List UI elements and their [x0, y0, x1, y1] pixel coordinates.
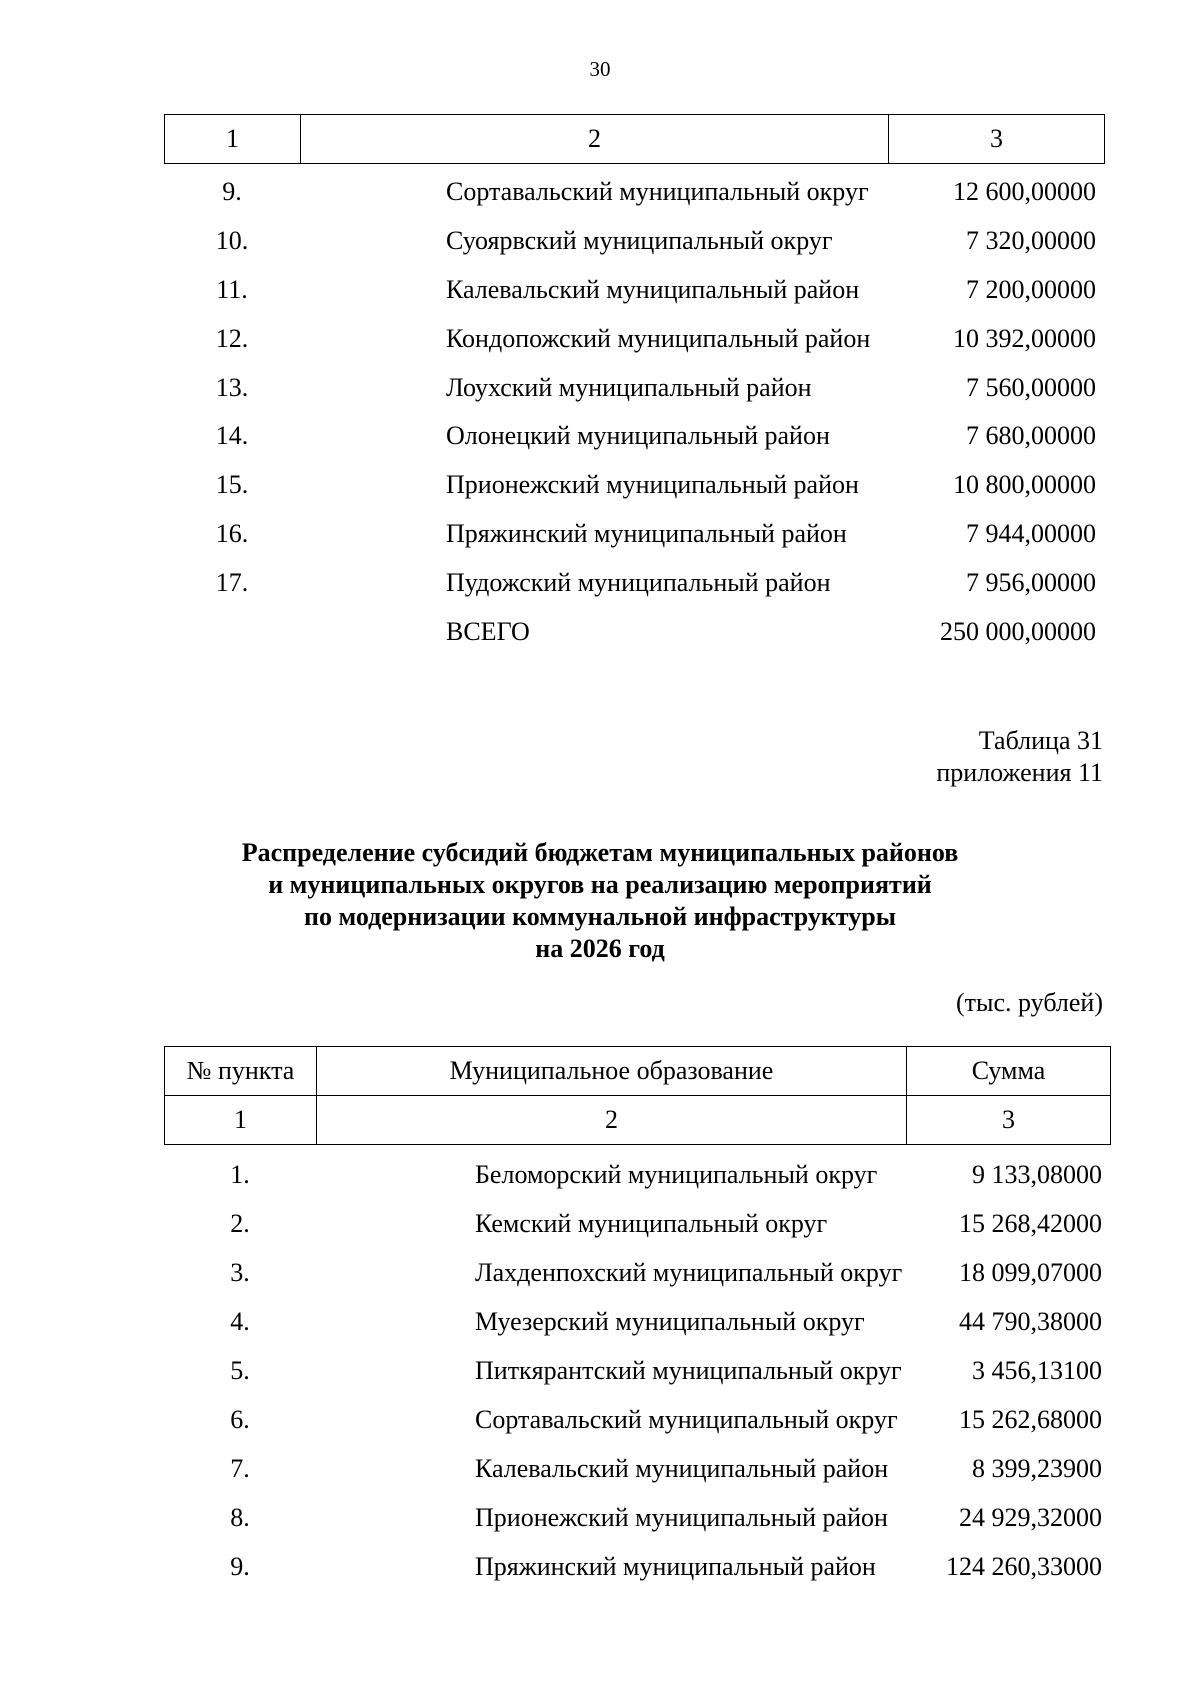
table1-numbering-row: [165, 115, 1105, 164]
amount: 9 133,08000: [972, 1159, 1102, 1189]
table1-col-number-1: 1: [165, 115, 301, 164]
title-line-3: по модернизации коммунальной инфраструктуры: [304, 902, 896, 931]
municipality-name: Сортавальский муниципальный округ: [446, 177, 869, 207]
amount: 3 456,13100: [972, 1355, 1102, 1385]
column-header-municipality: Муниципальное образование: [317, 1047, 907, 1096]
table2-column-headers: [165, 1047, 1111, 1096]
table-row: [164, 266, 1104, 315]
amount: 18 099,07000: [959, 1257, 1102, 1287]
row-number: 15.: [215, 470, 249, 500]
table-row: [164, 1150, 1110, 1199]
table-row: [164, 1444, 1110, 1493]
column-header-sum: Сумма: [907, 1047, 1111, 1096]
table-row: [164, 1297, 1110, 1346]
row-number: 2.: [230, 1208, 250, 1238]
table-row: [164, 314, 1104, 363]
municipality-name: Прионежский муниципальный район: [475, 1502, 888, 1532]
municipality-name: Лоухский муниципальный район: [446, 372, 812, 402]
table1-col-number-3: 3: [889, 115, 1105, 164]
row-number: 4.: [230, 1306, 250, 1336]
table1-body: [164, 168, 1104, 656]
amount: 7 956,00000: [966, 567, 1096, 597]
municipality-name: Питкярантский муниципальный округ: [475, 1355, 902, 1385]
municipality-name: Суоярвский муниципальный округ: [446, 226, 833, 256]
table-row: [164, 363, 1104, 412]
amount: 24 929,32000: [959, 1502, 1102, 1532]
table-row: [164, 1248, 1110, 1297]
municipality-name: Пряжинский муниципальный район: [446, 518, 847, 548]
municipality-name: Калевальский муниципальный район: [446, 274, 860, 304]
municipality-name: Беломорский муниципальный округ: [475, 1159, 878, 1189]
row-number: 16.: [215, 518, 249, 548]
municipality-name: Кемский муниципальный округ: [475, 1208, 828, 1238]
amount: 44 790,38000: [959, 1306, 1102, 1336]
table2-col-number-1: 1: [165, 1096, 317, 1145]
row-number: 8.: [230, 1502, 250, 1532]
row-number: 3.: [230, 1257, 250, 1287]
table-row: [164, 1199, 1110, 1248]
municipality-name: Олонецкий муниципальный район: [446, 421, 830, 451]
amount: 10 392,00000: [953, 323, 1096, 353]
table-row: [164, 1493, 1110, 1542]
municipality-name: Кондопожский муниципальный район: [446, 323, 871, 353]
units-label: (тыс. рублей): [955, 988, 1103, 1017]
table-row: [164, 510, 1104, 559]
table2-col-number-3: 3: [907, 1096, 1111, 1145]
table-row: [164, 1346, 1110, 1395]
total-empty-cell: [164, 607, 300, 656]
table2-col-number-2: 2: [317, 1096, 907, 1145]
municipality-name: Прионежский муниципальный район: [446, 470, 859, 500]
table-row: [164, 558, 1104, 607]
row-number: 1.: [230, 1159, 250, 1189]
table-row: [164, 412, 1104, 461]
amount: 12 600,00000: [953, 177, 1096, 207]
municipality-name: Муезерский муниципальный округ: [475, 1306, 865, 1336]
table-row: [164, 217, 1104, 266]
amount: 7 560,00000: [966, 372, 1096, 402]
row-number: 9.: [222, 177, 242, 207]
row-number: 10.: [215, 226, 249, 256]
municipality-name: Сортавальский муниципальный округ: [475, 1404, 898, 1434]
title-line-1: Распределение субсидий бюджетам муниципальных районов: [241, 838, 959, 867]
amount: 15 262,68000: [959, 1404, 1102, 1434]
table-caption-appendix: приложения 11: [936, 758, 1103, 787]
title-line-2: и муниципальных округов на реализацию мероприятий: [268, 870, 932, 899]
amount: 15 268,42000: [959, 1208, 1102, 1238]
total-row: [164, 607, 1104, 656]
municipality-name: Пряжинский муниципальный район: [475, 1551, 876, 1581]
amount: 124 260,33000: [946, 1551, 1102, 1581]
row-number: 7.: [230, 1453, 250, 1483]
municipality-name: Пудожский муниципальный район: [446, 567, 831, 597]
title-line-4: на 2026 год: [535, 934, 665, 963]
row-number: 12.: [215, 323, 249, 353]
table-row: [164, 461, 1104, 510]
document-title: [0, 837, 1200, 965]
amount: 7 680,00000: [966, 421, 1096, 451]
amount: 7 320,00000: [966, 226, 1096, 256]
row-number: 11.: [216, 274, 248, 304]
row-number: 6.: [230, 1404, 250, 1434]
column-header-number: № пункта: [165, 1047, 317, 1096]
amount: 8 399,23900: [972, 1453, 1102, 1483]
table2-body: [164, 1150, 1110, 1591]
row-number: 14.: [215, 421, 249, 451]
total-amount: 250 000,00000: [940, 616, 1096, 646]
amount: 10 800,00000: [953, 470, 1096, 500]
table2-numbering-row: [165, 1096, 1111, 1145]
table-row: [164, 1542, 1110, 1591]
table-caption-number: Таблица 31: [978, 726, 1103, 755]
municipality-name: Лахденпохский муниципальный округ: [475, 1257, 903, 1287]
row-number: 13.: [215, 372, 249, 402]
municipality-name: Калевальский муниципальный район: [475, 1453, 889, 1483]
table1-col-number-2: 2: [301, 115, 889, 164]
page-number: 30: [589, 57, 611, 81]
amount: 7 944,00000: [966, 518, 1096, 548]
table-row: [164, 168, 1104, 217]
total-label: ВСЕГО: [446, 616, 530, 646]
table-row: [164, 1395, 1110, 1444]
row-number: 9.: [230, 1551, 250, 1581]
amount: 7 200,00000: [966, 274, 1096, 304]
table2-header: [164, 1046, 1111, 1145]
row-number: 5.: [230, 1355, 250, 1385]
table1-header: [164, 114, 1105, 164]
row-number: 17.: [215, 567, 249, 597]
